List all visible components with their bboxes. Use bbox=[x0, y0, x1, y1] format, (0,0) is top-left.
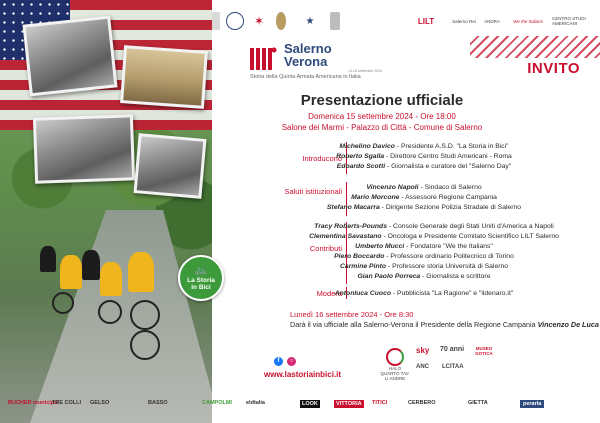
partner-logos-top bbox=[212, 6, 600, 36]
centro-studi-americani-logo: CENTRO STUDI AMERICANI bbox=[552, 16, 586, 26]
speaker-line: Mario Morcone - Assessore Regione Campania bbox=[351, 194, 497, 201]
section-label-saluti: Saluti istituzionali bbox=[284, 187, 342, 196]
museo-gotica-logo: MUSEO GOTICA bbox=[475, 346, 493, 356]
presentation-title: Presentazione ufficiale bbox=[300, 92, 464, 109]
sponsor-logo: CAMPOLMI bbox=[202, 400, 232, 406]
andra-logo: ANDRA bbox=[484, 18, 500, 24]
sponsor-logo: TRE COLLI bbox=[52, 400, 82, 406]
section-label-introducono: Introducono bbox=[302, 154, 342, 163]
event-datetime: Domenica 15 settembre 2024 - Ore 18:00 bbox=[308, 112, 456, 121]
event-venue: Salone dei Marmi - Palazzo di Città - Comune di Salerno bbox=[281, 123, 483, 132]
emblem-icon bbox=[276, 12, 286, 30]
speaker-line: Roberto Sgalla - Direttore Centro Studi Americani - Roma bbox=[336, 153, 512, 160]
facebook-icon[interactable]: f bbox=[274, 357, 283, 366]
sponsor-logo: LOOK bbox=[302, 401, 318, 407]
logo-title: Salerno Verona bbox=[284, 41, 332, 69]
sky-logo: sky bbox=[416, 346, 430, 355]
halo-logo: HALO QUARTO TAV. LI ANDRE bbox=[380, 348, 410, 381]
invito-heading: INVITO bbox=[527, 60, 580, 77]
invitation-content bbox=[212, 0, 600, 423]
instagram-icon[interactable]: ○ bbox=[287, 357, 296, 366]
historical-photo-street bbox=[33, 114, 135, 183]
sponsor-logo: GELSO bbox=[90, 400, 110, 406]
speaker-line: Gian Paolo Porreca - Giornalista e scrittore bbox=[357, 273, 491, 280]
section-label-contributi: Contributi bbox=[309, 244, 342, 253]
website-link[interactable]: www.lastoriainbici.it bbox=[264, 370, 342, 379]
social-icons bbox=[274, 357, 296, 366]
la-storia-in-bici-badge bbox=[178, 255, 224, 301]
logo-date: 14-18 settembre 2024 bbox=[348, 69, 383, 73]
speaker-line: Piero Boccardo - Professore ordinario Politecnico di Torino bbox=[334, 253, 514, 260]
speaker-line: Umberto Mucci - Fondatore "We the Italians" bbox=[355, 243, 493, 250]
lilt-logo: LILT bbox=[417, 16, 435, 26]
sponsor-logo: BUCHER municipal bbox=[8, 400, 59, 406]
sponsor-logo: BASSO bbox=[148, 400, 168, 406]
speaker-line: Clementina Savastano - Oncologa e Presidente Comitato Scientifico LILT Salerno bbox=[309, 233, 559, 240]
city-crest-icon bbox=[212, 12, 220, 30]
anc-logo: ANC bbox=[416, 364, 429, 370]
sponsor-logo: GIETTA bbox=[468, 400, 488, 406]
decorative-stripes bbox=[470, 36, 600, 58]
sponsor-logo: eldtalia bbox=[246, 400, 265, 406]
red-star-icon: ✶ bbox=[253, 14, 265, 28]
sponsor-logo: VITTORIA bbox=[336, 401, 362, 407]
speaker-line: Vincenzo Napoli - Sindaco di Salerno bbox=[366, 184, 482, 191]
speaker-line: Tracy Roberts-Pounds - Console Generale degli Stati Uniti d'America a Napoli bbox=[314, 223, 554, 230]
second-event-description: Darà il via ufficiale alla Salerno-Verona il Presidente della Regione Campania Vincenzo De Luca bbox=[290, 320, 599, 329]
sponsor-logo: perarla bbox=[520, 400, 544, 408]
salerno-verona-logo bbox=[248, 40, 398, 84]
five-bars-logo-icon bbox=[248, 44, 278, 74]
second-event-datetime: Lunedì 16 settembre 2024 - Ore 8:30 bbox=[290, 310, 414, 319]
section-label-modera: Moderа bbox=[316, 289, 342, 298]
bicycle-icon: 🚲 bbox=[194, 264, 208, 276]
sponsor-logo: CERBERO bbox=[408, 400, 436, 406]
lcitaa-logo: LCITAA bbox=[442, 364, 464, 370]
historical-photo-rubble bbox=[134, 133, 207, 199]
photo-collage bbox=[0, 0, 212, 423]
speaker-line: Michelino Davico - Presidente A.S.D. "La Storia in Bici" bbox=[339, 143, 509, 150]
sponsor-logo: TITICI bbox=[372, 400, 388, 406]
historical-photo-soldiers bbox=[120, 45, 208, 109]
we-the-italians-logo: We the Italians bbox=[513, 18, 543, 24]
wheel-logo-icon bbox=[226, 12, 244, 30]
badge-label: La Storia in Bici bbox=[187, 277, 215, 291]
speaker-line: Stefano Macarra - Dirigente Sezione Polizia Stradale di Salerno bbox=[326, 204, 522, 211]
speaker-line: Antonluca Cuoco - Pubblicista "La Ragione" e "ildenaro.it" bbox=[334, 290, 514, 297]
historical-photo-crowd bbox=[22, 16, 117, 97]
seventy-logo: 70 anni bbox=[440, 346, 465, 353]
sponsor-strip bbox=[0, 392, 600, 423]
speaker-line: Carmine Pinto - Professore storia Università di Salerno bbox=[339, 263, 509, 270]
logo-subtitle: Storia della Quinta Armata Americana in Italia bbox=[250, 74, 361, 80]
gray-logo-icon bbox=[330, 12, 340, 30]
shield-logo-icon: ★ bbox=[305, 15, 315, 27]
speaker-line: Edoardo Scotti - Giornalista e curatore del "Salerno Day" bbox=[336, 163, 512, 170]
partner-logos-bottom bbox=[380, 346, 500, 382]
salerno-rei-logo: Salerno Rei bbox=[452, 18, 476, 24]
